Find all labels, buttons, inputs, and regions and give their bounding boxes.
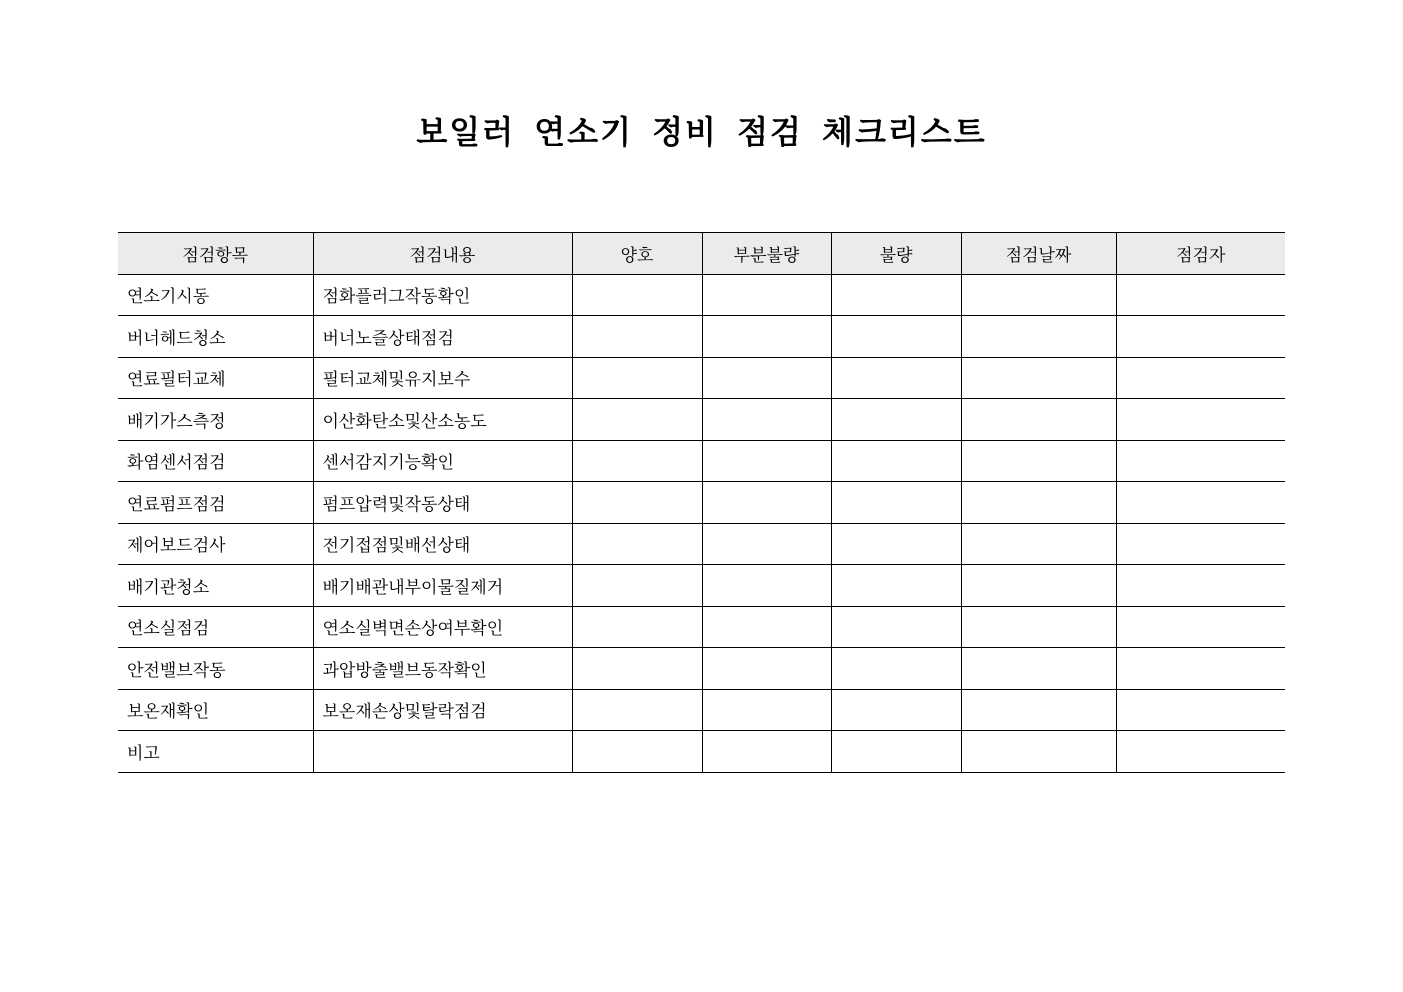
header-defect: 불량	[831, 233, 961, 275]
inspector-cell[interactable]	[1116, 606, 1285, 648]
defect-cell[interactable]	[831, 565, 961, 607]
content-cell: 연소실벽면손상여부확인	[313, 606, 572, 648]
good-cell[interactable]	[572, 606, 702, 648]
header-inspection-item: 점검항목	[118, 233, 313, 275]
partial-defect-cell[interactable]	[702, 274, 831, 316]
checklist-table	[118, 232, 1285, 773]
item-cell: 연료펌프점검	[118, 482, 313, 524]
item-cell: 연소기시동	[118, 274, 313, 316]
inspector-cell[interactable]	[1116, 523, 1285, 565]
inspector-cell[interactable]	[1116, 357, 1285, 399]
defect-cell[interactable]	[831, 274, 961, 316]
item-cell: 배기가스측정	[118, 399, 313, 441]
good-cell[interactable]	[572, 357, 702, 399]
inspector-cell[interactable]	[1116, 399, 1285, 441]
content-cell: 버너노즐상태점검	[313, 316, 572, 358]
partial-defect-cell[interactable]	[702, 565, 831, 607]
good-cell[interactable]	[572, 274, 702, 316]
item-cell: 제어보드검사	[118, 523, 313, 565]
header-inspection-content: 점검내용	[313, 233, 572, 275]
header-partial-defect: 부분불량	[702, 233, 831, 275]
item-cell: 안전밸브작동	[118, 648, 313, 690]
defect-cell[interactable]	[831, 357, 961, 399]
partial-defect-cell[interactable]	[702, 399, 831, 441]
good-cell[interactable]	[572, 482, 702, 524]
inspector-cell[interactable]	[1116, 482, 1285, 524]
good-cell[interactable]	[572, 316, 702, 358]
item-cell: 연소실점검	[118, 606, 313, 648]
good-cell[interactable]	[572, 689, 702, 731]
partial-defect-cell[interactable]	[702, 440, 831, 482]
table-row	[118, 482, 1285, 524]
item-cell: 배기관청소	[118, 565, 313, 607]
item-cell: 화염센서점검	[118, 440, 313, 482]
date-cell[interactable]	[961, 689, 1116, 731]
header-good: 양호	[572, 233, 702, 275]
date-cell[interactable]	[961, 523, 1116, 565]
item-cell: 보온재확인	[118, 689, 313, 731]
content-cell: 보온재손상및탈락점검	[313, 689, 572, 731]
item-cell: 버너헤드청소	[118, 316, 313, 358]
defect-cell[interactable]	[831, 606, 961, 648]
content-cell: 과압방출밸브동작확인	[313, 648, 572, 690]
header-inspector: 점검자	[1116, 233, 1285, 275]
content-cell: 이산화탄소및산소농도	[313, 399, 572, 441]
inspector-cell[interactable]	[1116, 274, 1285, 316]
good-cell[interactable]	[572, 565, 702, 607]
defect-cell[interactable]	[831, 316, 961, 358]
date-cell[interactable]	[961, 274, 1116, 316]
remarks-content-cell[interactable]	[313, 731, 572, 773]
content-cell: 배기배관내부이물질제거	[313, 565, 572, 607]
page-title: 보일러 연소기 정비 점검 체크리스트	[416, 113, 987, 151]
date-cell[interactable]	[961, 440, 1116, 482]
content-cell: 점화플러그작동확인	[313, 274, 572, 316]
partial-defect-cell[interactable]	[702, 523, 831, 565]
table-row	[118, 440, 1285, 482]
date-cell[interactable]	[961, 316, 1116, 358]
defect-cell[interactable]	[831, 689, 961, 731]
partial-defect-cell[interactable]	[702, 731, 831, 773]
table-row	[118, 316, 1285, 358]
table-row	[118, 689, 1285, 731]
content-cell: 펌프압력및작동상태	[313, 482, 572, 524]
table-row	[118, 274, 1285, 316]
table-row	[118, 523, 1285, 565]
partial-defect-cell[interactable]	[702, 482, 831, 524]
good-cell[interactable]	[572, 440, 702, 482]
partial-defect-cell[interactable]	[702, 689, 831, 731]
partial-defect-cell[interactable]	[702, 316, 831, 358]
inspector-cell[interactable]	[1116, 565, 1285, 607]
partial-defect-cell[interactable]	[702, 606, 831, 648]
good-cell[interactable]	[572, 731, 702, 773]
date-cell[interactable]	[961, 731, 1116, 773]
good-cell[interactable]	[572, 523, 702, 565]
item-cell: 연료필터교체	[118, 357, 313, 399]
inspector-cell[interactable]	[1116, 689, 1285, 731]
table-row	[118, 565, 1285, 607]
content-cell: 전기접점및배선상태	[313, 523, 572, 565]
good-cell[interactable]	[572, 399, 702, 441]
inspector-cell[interactable]	[1116, 731, 1285, 773]
date-cell[interactable]	[961, 606, 1116, 648]
remarks-label: 비고	[118, 731, 313, 773]
inspector-cell[interactable]	[1116, 648, 1285, 690]
inspector-cell[interactable]	[1116, 440, 1285, 482]
good-cell[interactable]	[572, 648, 702, 690]
date-cell[interactable]	[961, 482, 1116, 524]
inspector-cell[interactable]	[1116, 316, 1285, 358]
partial-defect-cell[interactable]	[702, 648, 831, 690]
defect-cell[interactable]	[831, 523, 961, 565]
date-cell[interactable]	[961, 399, 1116, 441]
header-row	[118, 233, 1285, 275]
table-row	[118, 399, 1285, 441]
defect-cell[interactable]	[831, 399, 961, 441]
content-cell: 필터교체및유지보수	[313, 357, 572, 399]
table-row	[118, 648, 1285, 690]
defect-cell[interactable]	[831, 482, 961, 524]
defect-cell[interactable]	[831, 648, 961, 690]
partial-defect-cell[interactable]	[702, 357, 831, 399]
date-cell[interactable]	[961, 357, 1116, 399]
defect-cell[interactable]	[831, 440, 961, 482]
defect-cell[interactable]	[831, 731, 961, 773]
remarks-row	[118, 731, 1285, 773]
date-cell[interactable]	[961, 648, 1116, 690]
content-cell: 센서감지기능확인	[313, 440, 572, 482]
table-row	[118, 606, 1285, 648]
header-inspection-date: 점검날짜	[961, 233, 1116, 275]
date-cell[interactable]	[961, 565, 1116, 607]
table-row	[118, 357, 1285, 399]
